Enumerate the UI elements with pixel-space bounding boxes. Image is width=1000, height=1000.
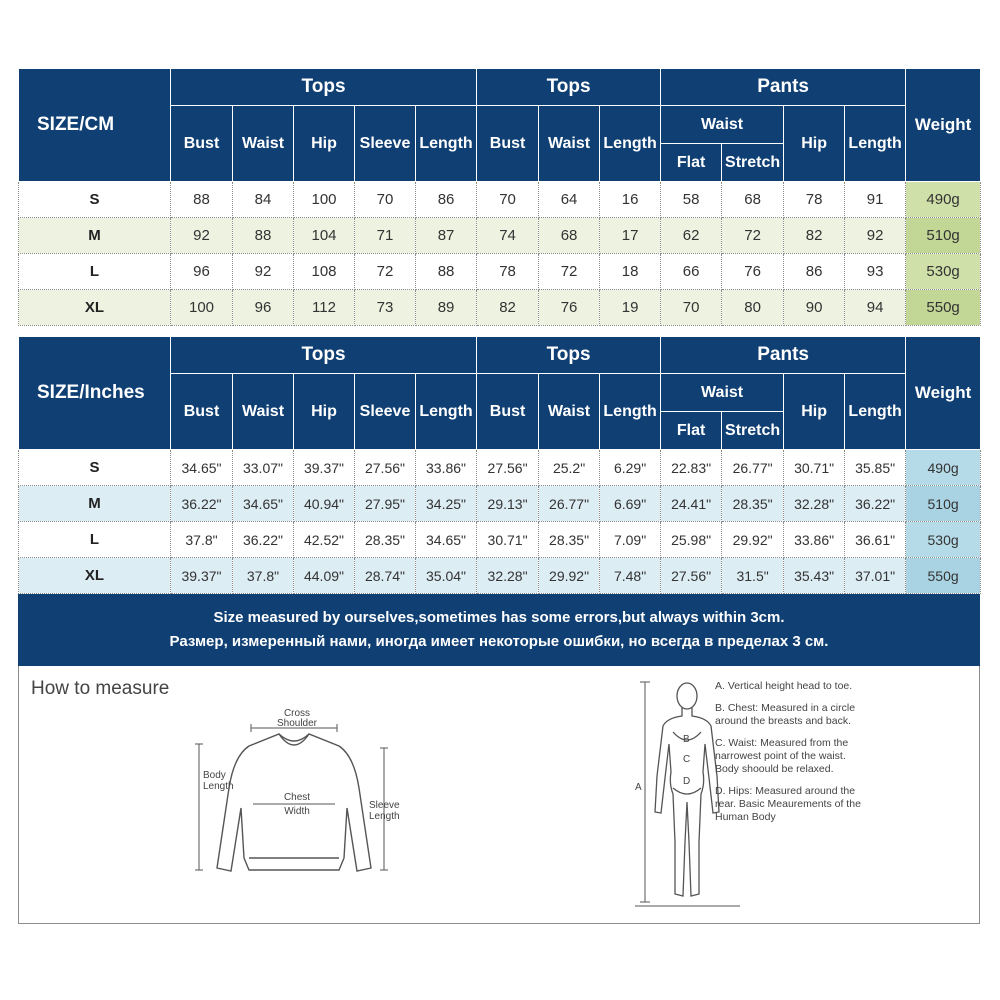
col-header: Hip bbox=[784, 106, 845, 182]
weight-cell: 530g bbox=[906, 522, 981, 558]
weight-header: Weight bbox=[906, 337, 981, 450]
col-header: Length bbox=[416, 106, 477, 182]
weight-cell: 550g bbox=[906, 558, 981, 594]
table-cell: 86 bbox=[416, 182, 477, 218]
table-cell: 82 bbox=[477, 290, 539, 326]
table-cell: 39.37" bbox=[171, 558, 233, 594]
table-cell: 33.86" bbox=[784, 522, 845, 558]
table-cell: 88 bbox=[171, 182, 233, 218]
table-cell: 33.86" bbox=[416, 450, 477, 486]
col-header: Waist bbox=[661, 106, 784, 144]
table-cell: 26.77" bbox=[539, 486, 600, 522]
weight-cell: 490g bbox=[906, 182, 981, 218]
pants-group-header: Pants bbox=[661, 69, 906, 106]
col-header: Stretch bbox=[722, 412, 784, 450]
table-cell: 73 bbox=[355, 290, 416, 326]
table-cell: 44.09" bbox=[294, 558, 355, 594]
table-cell: 32.28" bbox=[477, 558, 539, 594]
table-cell: 26.77" bbox=[722, 450, 784, 486]
table-cell: 72 bbox=[539, 254, 600, 290]
table-cell: 37.8" bbox=[171, 522, 233, 558]
size-label: S bbox=[19, 450, 171, 486]
measurement-legend bbox=[715, 680, 865, 833]
table-cell: 28.35" bbox=[722, 486, 784, 522]
how-to-measure-panel bbox=[18, 666, 980, 924]
col-header: Bust bbox=[171, 106, 233, 182]
cm-size-table bbox=[18, 68, 981, 326]
table-cell: 87 bbox=[416, 218, 477, 254]
table-cell: 70 bbox=[661, 290, 722, 326]
size-label: L bbox=[19, 254, 171, 290]
col-header: Sleeve bbox=[355, 374, 416, 450]
legend-item-c: C. Waist: Measured from the narrowest point of the waist. Body shoould be relaxed. bbox=[715, 737, 849, 775]
table-cell: 6.29" bbox=[600, 450, 661, 486]
table-cell: 71 bbox=[355, 218, 416, 254]
table-cell: 29.92" bbox=[539, 558, 600, 594]
table-cell: 22.83" bbox=[661, 450, 722, 486]
body-length-label-1: Body bbox=[203, 770, 226, 781]
table-cell: 27.56" bbox=[661, 558, 722, 594]
table-cell: 34.65" bbox=[171, 450, 233, 486]
weight-cell: 490g bbox=[906, 450, 981, 486]
col-header: Hip bbox=[294, 374, 355, 450]
body-letter-d: D bbox=[683, 776, 691, 787]
table-cell: 28.74" bbox=[355, 558, 416, 594]
table-cell: 7.48" bbox=[600, 558, 661, 594]
size-inches-header: SIZE/Inches bbox=[19, 337, 171, 450]
col-header: Length bbox=[600, 374, 661, 450]
table-cell: 32.28" bbox=[784, 486, 845, 522]
table-cell: 35.04" bbox=[416, 558, 477, 594]
table-cell: 70 bbox=[477, 182, 539, 218]
table-cell: 6.69" bbox=[600, 486, 661, 522]
table-row bbox=[19, 486, 981, 522]
table-cell: 94 bbox=[845, 290, 906, 326]
table-cell: 112 bbox=[294, 290, 355, 326]
col-header: Bust bbox=[171, 374, 233, 450]
table-cell: 78 bbox=[477, 254, 539, 290]
table-cell: 34.65" bbox=[416, 522, 477, 558]
col-header: Hip bbox=[784, 374, 845, 450]
col-header: Length bbox=[416, 374, 477, 450]
table-cell: 36.22" bbox=[233, 522, 294, 558]
col-header: Bust bbox=[477, 106, 539, 182]
table-cell: 100 bbox=[171, 290, 233, 326]
table-cell: 37.8" bbox=[233, 558, 294, 594]
body-letter-c: C bbox=[683, 754, 691, 765]
table-cell: 18 bbox=[600, 254, 661, 290]
chest-label-1: Chest bbox=[283, 792, 311, 803]
table-row bbox=[19, 254, 981, 290]
tops-group-header: Tops bbox=[477, 337, 661, 374]
table-cell: 29.13" bbox=[477, 486, 539, 522]
col-header: Waist bbox=[539, 374, 600, 450]
body-length-label-2: Length bbox=[203, 781, 234, 792]
size-label: XL bbox=[19, 558, 171, 594]
table-cell: 96 bbox=[233, 290, 294, 326]
sweater-diagram-icon bbox=[179, 708, 409, 908]
table-cell: 42.52" bbox=[294, 522, 355, 558]
legend-item-a: A. Vertical height head to toe. bbox=[715, 680, 853, 692]
table-cell: 30.71" bbox=[784, 450, 845, 486]
how-to-measure-title: How to measure bbox=[31, 678, 170, 699]
col-header: Stretch bbox=[722, 144, 784, 182]
table-cell: 93 bbox=[845, 254, 906, 290]
table-cell: 25.98" bbox=[661, 522, 722, 558]
col-header: Flat bbox=[661, 412, 722, 450]
tops-group-header: Tops bbox=[171, 69, 477, 106]
table-cell: 31.5" bbox=[722, 558, 784, 594]
measurement-notice bbox=[18, 594, 980, 666]
table-cell: 90 bbox=[784, 290, 845, 326]
notice-russian: Размер, измеренный нами, иногда имеет некоторые ошибки, но всегда в пределах 3 см. bbox=[169, 633, 829, 650]
col-header: Waist bbox=[661, 374, 784, 412]
chest-label-2: Width bbox=[284, 806, 310, 817]
table-cell: 89 bbox=[416, 290, 477, 326]
table-cell: 40.94" bbox=[294, 486, 355, 522]
tops-group-header: Tops bbox=[171, 337, 477, 374]
col-header: Flat bbox=[661, 144, 722, 182]
table-cell: 68 bbox=[539, 218, 600, 254]
table-cell: 28.35" bbox=[539, 522, 600, 558]
table-cell: 58 bbox=[661, 182, 722, 218]
inch-size-table bbox=[18, 336, 981, 594]
table-row bbox=[19, 182, 981, 218]
notice-english: Size measured by ourselves,sometimes has some errors,but always within 3cm. bbox=[213, 609, 785, 626]
table-cell: 88 bbox=[233, 218, 294, 254]
size-label: L bbox=[19, 522, 171, 558]
table-row bbox=[19, 558, 981, 594]
table-cell: 100 bbox=[294, 182, 355, 218]
col-header: Length bbox=[845, 374, 906, 450]
sleeve-label-2: Length bbox=[369, 811, 400, 822]
table-cell: 68 bbox=[722, 182, 784, 218]
table-cell: 16 bbox=[600, 182, 661, 218]
table-cell: 27.95" bbox=[355, 486, 416, 522]
size-label: M bbox=[19, 218, 171, 254]
size-label: M bbox=[19, 486, 171, 522]
size-label: S bbox=[19, 182, 171, 218]
weight-header: Weight bbox=[906, 69, 981, 182]
table-cell: 17 bbox=[600, 218, 661, 254]
table-row bbox=[19, 450, 981, 486]
table-cell: 62 bbox=[661, 218, 722, 254]
cm-table-body bbox=[19, 182, 981, 326]
table-cell: 72 bbox=[355, 254, 416, 290]
col-header: Length bbox=[600, 106, 661, 182]
table-cell: 72 bbox=[722, 218, 784, 254]
table-cell: 84 bbox=[233, 182, 294, 218]
size-cm-header: SIZE/CM bbox=[19, 69, 171, 182]
body-letter-a: A bbox=[635, 782, 642, 793]
table-cell: 104 bbox=[294, 218, 355, 254]
table-row bbox=[19, 522, 981, 558]
table-row bbox=[19, 218, 981, 254]
weight-cell: 550g bbox=[906, 290, 981, 326]
table-cell: 70 bbox=[355, 182, 416, 218]
table-cell: 92 bbox=[233, 254, 294, 290]
col-header: Sleeve bbox=[355, 106, 416, 182]
weight-cell: 510g bbox=[906, 218, 981, 254]
table-cell: 74 bbox=[477, 218, 539, 254]
table-cell: 80 bbox=[722, 290, 784, 326]
table-cell: 35.85" bbox=[845, 450, 906, 486]
table-row bbox=[19, 290, 981, 326]
weight-cell: 530g bbox=[906, 254, 981, 290]
table-cell: 88 bbox=[416, 254, 477, 290]
col-header: Waist bbox=[233, 374, 294, 450]
legend-item-b: B. Chest: Measured in a circle around the breasts and back. bbox=[715, 702, 856, 727]
table-cell: 96 bbox=[171, 254, 233, 290]
col-header: Waist bbox=[539, 106, 600, 182]
table-cell: 25.2" bbox=[539, 450, 600, 486]
col-header: Waist bbox=[233, 106, 294, 182]
inch-table-body bbox=[19, 450, 981, 594]
col-header: Hip bbox=[294, 106, 355, 182]
tops-group-header: Tops bbox=[477, 69, 661, 106]
table-cell: 30.71" bbox=[477, 522, 539, 558]
legend-item-d: D. Hips: Measured around the rear. Basic Meaurements of the Human Body bbox=[715, 785, 861, 823]
col-header: Bust bbox=[477, 374, 539, 450]
sleeve-label-1: Sleeve bbox=[369, 800, 400, 811]
cross-label-2: Shoulder bbox=[276, 718, 318, 729]
size-label: XL bbox=[19, 290, 171, 326]
table-cell: 29.92" bbox=[722, 522, 784, 558]
table-cell: 33.07" bbox=[233, 450, 294, 486]
table-cell: 92 bbox=[845, 218, 906, 254]
weight-cell: 510g bbox=[906, 486, 981, 522]
table-cell: 37.01" bbox=[845, 558, 906, 594]
table-cell: 36.22" bbox=[845, 486, 906, 522]
table-cell: 34.65" bbox=[233, 486, 294, 522]
table-cell: 19 bbox=[600, 290, 661, 326]
table-cell: 27.56" bbox=[477, 450, 539, 486]
table-cell: 76 bbox=[722, 254, 784, 290]
table-cell: 66 bbox=[661, 254, 722, 290]
table-cell: 24.41" bbox=[661, 486, 722, 522]
table-cell: 91 bbox=[845, 182, 906, 218]
table-cell: 36.61" bbox=[845, 522, 906, 558]
cross-label-1: Cross bbox=[283, 708, 311, 719]
table-cell: 39.37" bbox=[294, 450, 355, 486]
table-cell: 92 bbox=[171, 218, 233, 254]
table-cell: 78 bbox=[784, 182, 845, 218]
table-cell: 86 bbox=[784, 254, 845, 290]
pants-group-header: Pants bbox=[661, 337, 906, 374]
table-cell: 82 bbox=[784, 218, 845, 254]
table-cell: 27.56" bbox=[355, 450, 416, 486]
body-letter-b: B bbox=[683, 734, 690, 745]
size-chart bbox=[18, 68, 980, 924]
table-cell: 76 bbox=[539, 290, 600, 326]
table-cell: 36.22" bbox=[171, 486, 233, 522]
table-cell: 34.25" bbox=[416, 486, 477, 522]
table-cell: 7.09" bbox=[600, 522, 661, 558]
table-cell: 64 bbox=[539, 182, 600, 218]
table-cell: 35.43" bbox=[784, 558, 845, 594]
col-header: Length bbox=[845, 106, 906, 182]
table-cell: 28.35" bbox=[355, 522, 416, 558]
table-cell: 108 bbox=[294, 254, 355, 290]
